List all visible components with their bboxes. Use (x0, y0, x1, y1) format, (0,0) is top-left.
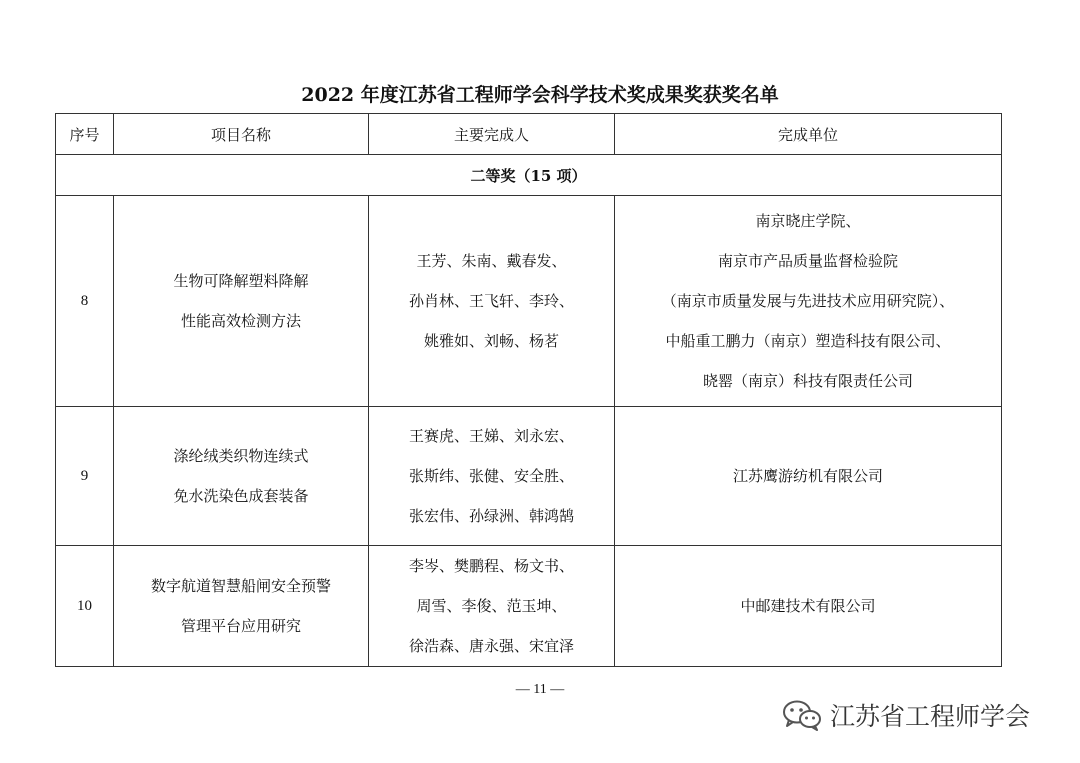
header-project: 项目名称 (114, 114, 369, 155)
row-number: 9 (56, 407, 114, 546)
unit-line: 南京市产品质量监督检验院 (717, 252, 898, 270)
table-row (56, 196, 1002, 407)
project-line: 生物可降解塑料降解 (173, 272, 309, 290)
watermark (782, 697, 1030, 733)
people-line: 张斯纬、张健、安全胜、 (408, 467, 574, 485)
people-line: 周雪、李俊、范玉坤、 (416, 597, 567, 615)
project-name (114, 196, 369, 407)
people-line: 孙肖林、王飞轩、李玲、 (408, 292, 574, 310)
table-row (56, 546, 1002, 667)
wechat-icon (782, 699, 822, 731)
completion-unit (615, 196, 1002, 407)
completion-unit (615, 407, 1002, 546)
main-people (369, 546, 615, 667)
project-line: 涤纶绒类织物连续式 (173, 447, 309, 465)
project-line: 免水洗染色成套装备 (173, 487, 309, 505)
main-people (369, 196, 615, 407)
header-number: 序号 (56, 114, 114, 155)
project-line: 数字航道智慧船闸安全预警 (150, 577, 331, 595)
unit-line: 中邮建技术有限公司 (740, 597, 876, 615)
main-people (369, 407, 615, 546)
project-line: 性能高效检测方法 (180, 312, 301, 330)
award-table (55, 113, 1002, 667)
unit-line: 中船重工鹏力（南京）塑造科技有限公司、 (665, 332, 951, 350)
section-row (56, 155, 1002, 196)
project-name (114, 407, 369, 546)
project-name (114, 546, 369, 667)
people-line: 姚雅如、刘畅、杨茗 (423, 332, 559, 350)
header-people: 主要完成人 (369, 114, 615, 155)
table-row (56, 407, 1002, 546)
section-label: 二等奖（15 项） (56, 155, 1002, 196)
completion-unit (615, 546, 1002, 667)
people-line: 张宏伟、孙绿洲、韩鸿鹄 (408, 507, 574, 525)
people-line: 王赛虎、王娣、刘永宏、 (408, 427, 574, 445)
unit-line: 南京晓庄学院、 (755, 212, 861, 230)
unit-line: 江苏鹰游纺机有限公司 (732, 467, 883, 485)
project-line: 管理平台应用研究 (180, 617, 301, 635)
people-line: 徐浩森、唐永强、宋宜泽 (408, 637, 574, 655)
header-unit: 完成单位 (615, 114, 1002, 155)
people-line: 李岑、樊鹏程、杨文书、 (408, 557, 574, 575)
unit-line: （南京市质量发展与先进技术应用研究院）、 (661, 292, 955, 310)
page-number: — 11 — (515, 682, 565, 697)
unit-line: 晓罂（南京）科技有限责任公司 (702, 372, 913, 390)
watermark-text: 江苏省工程师学会 (830, 702, 1031, 731)
people-line: 王芳、朱南、戴春发、 (416, 252, 567, 270)
table-header-row (56, 114, 1002, 155)
page-title: 2022 年度江苏省工程师学会科学技术奖成果奖获奖名单 (301, 84, 779, 106)
row-number: 8 (56, 196, 114, 407)
row-number: 10 (56, 546, 114, 667)
